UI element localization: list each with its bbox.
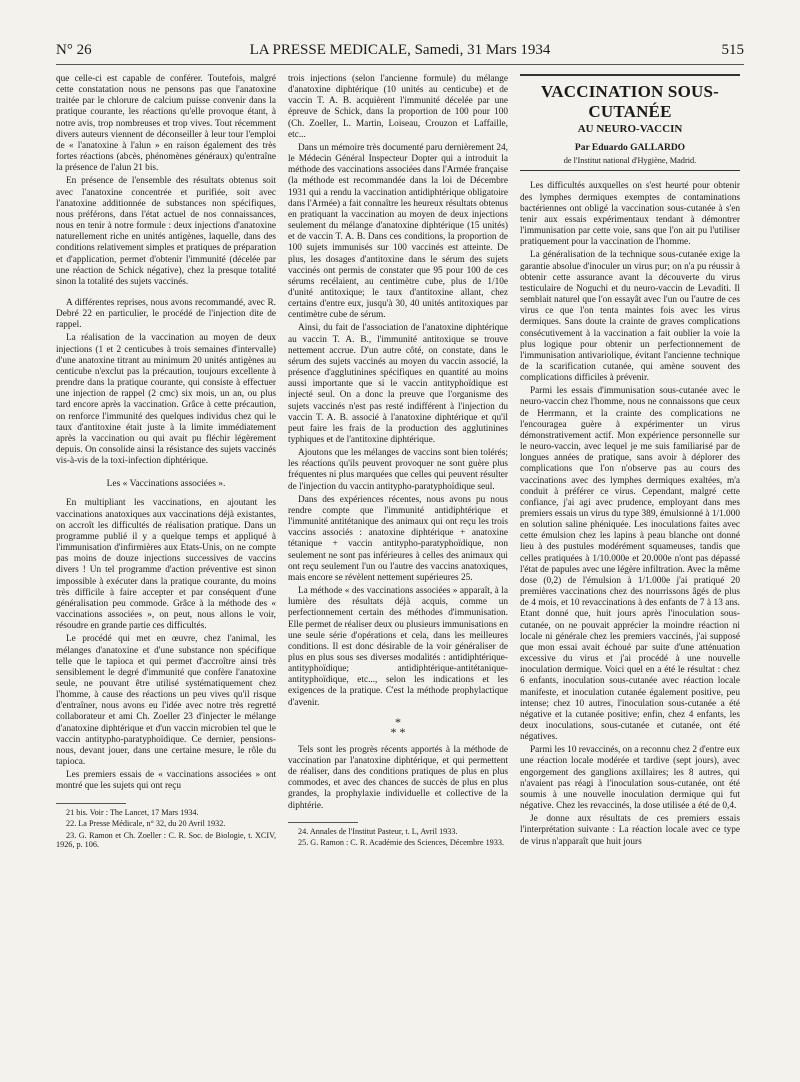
section-separator: * * * xyxy=(390,714,406,739)
paragraph: Dans des expériences récentes, nous avons pu nous rendre compte que l'immunité antidiphtérique et l'immunité antitétanique des animaux qui ont reçu les trois vaccins associés : anatoxine diphtérique + anatoxine tétanique + vaccin antitypho-paratyphoïdique, non seulement ne sont pas inférieures à celles des animaux qui ont reçu seulement l'un ou l'autre des vaccins anatoxiques, mais encore se révèlent nettement supérieures 25. xyxy=(288,494,508,583)
paragraph: La généralisation de la technique sous-cutanée exige la garantie absolue d'inoculer un virus pur; on n'a pu réussir à obtenir cette assurance avant la découverte du virus testiculaire de Noguchi et du neuro-vaccin de Levaditi. Il semblait naturel que l'on essayât avec l'un ou l'autre de ces virus ce que l'on tenta maintes fois avec les virus dermiques. Sans doute la crainte de graves complications consécutivement à la vaccination a fait oublier la voie la plus logique pour obtenir un perfectionnement de l'immunisation antivariolique, évitant l'ancienne technique de la scarification cutanée, qui amène souvent des complications difficiles à prévenir. xyxy=(520,250,740,384)
paragraph: Les premiers essais de « vaccinations associées » ont montré que les sujets qui ont reçu xyxy=(56,770,276,792)
page-header xyxy=(56,42,744,65)
issue-number: N° 26 xyxy=(56,42,92,58)
paragraph: Parmi les essais d'immunisation sous-cutanée avec le neuro-vaccin chez l'homme, nous ne connaissons que ceux de Herrmann, et la crainte des complications ne l'encouragea guère à expérimenter un virus démonstrativement actif. Mon expérience personnelle sur le neuro-vaccin, avec lequel je me suis familiarisé par de longues années de pratique, sans avoir à déplorer des complications que l'on n'observe pas au cours des vaccinations avec des lymphes dermiques exaltées, m'a conduit à préférer ce virus. Cependant, malgré cette confiance, j'ai agi avec prudence, employant dans mes premiers essais un virus du type 389, émulsionné à 1/1.000 en solution saline phéniquée. Les inoculations faites avec cette émulsion chez les lapins à peau blanche ont donné lieu à des pustules modérément squameuses, tandis que celles pratiquées à 1/10.000e et 20.000e n'ont pas dépassé l'état de papules avec une légère infiltration. Avec la même dose (0,2) de l'émulsion à 1/1.000e j'ai pratiqué 20 premières vaccinations chez des nourrissons âgés de plus de 4 mois, et 10 revaccinations à des enfants de 7 à 13 ans. Etant donné que, huit jours après l'inoculation sous-cutanée, on ne pouvait apprécier la moindre réaction ni locale ni générale chez les premiers vaccinés, j'ai supposé que mon essai avait échoué par suite d'une atténuation excessive du virus et j'ai procédé à une nouvelle inoculation dermique. Voici quel en a été le résultat : chez 6 enfants, inoculation sous-cutanée avec réaction locale manifeste, et inoculation cutanée également positive, peu intense; chez 10 autres, l'inoculation sous-cutanée a été négative et la cutanée positive; enfin, chez 4 enfants, les deux inoculations, sous-cutanée et cutanée, ont été négatives. xyxy=(520,386,740,743)
article-author: Par Eduardo GALLARDO xyxy=(574,143,686,154)
article-header xyxy=(520,74,740,171)
paragraph: Le procédé qui met en œuvre, chez l'animal, les mélanges d'anatoxine et d'une substance non spécifique telle que le tapioca et qui permet d'accroître ainsi très sensiblement le degré d'immunité que confère l'anatoxine seule, ne pouvant être utilisé systématiquement chez l'homme, à cause des réactions un peu vives qu'il risque d'entraîner, nous avons eu l'idée avec notre très regretté collaborateur et ami Ch. Zoeller 23 d'injecter le mélange d'anatoxine diphtérique et d'un vaccin microbien tel que le vaccin antitypho-paratyphoïdique. Ce dernier, pensions-nous, devant jouer, dans une certaine mesure, le rôle du tapioca. xyxy=(56,634,276,768)
paragraph: En présence de l'ensemble des résultats obtenus soit avec l'anatoxine concentrée et purifiée, soit avec l'anatoxine additionnée de substances non spécifiques, nous préférons, dans l'état actuel de nos connaissances, nous en tenir à notre formule : deux injections d'anatoxine naturellement riche en unités antigènes, laquelle, dans des conditions relativement simples et pratiques de préparation et d'application, permet d'obtenir l'immunité (décelée par une réaction de Schick négative), chez la presque totalité sinon la totalité des sujets vaccinés. xyxy=(56,176,276,287)
footnote: 24. Annales de l'Institut Pasteur, t. L, Avril 1933. xyxy=(298,826,458,836)
paragraph: Les difficultés auxquelles on s'est heurté pour obtenir des lymphes dermiques exemptes de contaminations bactériennes ont obligé la vaccination sous-cutanée à s'en tenir aux essais expérimentaux tendant à démontrer l'immunisation par cette voie, sans que l'on ait pu l'utiliser pratiquement pour la vaccination de l'homme. xyxy=(520,181,740,248)
footnote: 21 bis. Voir : The Lancet, 17 Mars 1934. xyxy=(66,807,199,817)
journal-title: LA PRESSE MEDICALE, Samedi, 31 Mars 1934 xyxy=(249,42,551,58)
page-number: 515 xyxy=(721,42,744,58)
column-left xyxy=(56,74,276,852)
footnote: 25. G. Ramon : C. R. Académie des Sciences, Décembre 1933. xyxy=(298,838,505,848)
footnote-divider xyxy=(288,822,358,823)
paragraph: Ainsi, du fait de l'association de l'anatoxine diphtérique au vaccin T. A. B., l'immunité antitoxique se trouve nettement accrue. D'un autre côté, on constate, dans le sérum des sujets vaccinés au moyen du vaccin associé, la présence d'agglutinines spécifiques en quantité au moins aussi importante que si le vaccin antityphoïdique est injecté seul. On a donc la preuve que l'organisme des sujets vaccinés n'est pas resté indifférent à l'injection du vaccin T. A. B. associé à l'anatoxine diphtérique et qu'il peut faire les frais de la production des agglutinines typhiques et de l'antitoxine diphtérique. xyxy=(288,323,508,445)
column-middle xyxy=(288,74,508,850)
paragraph: trois injections (selon l'ancienne formule) du mélange d'anatoxine diphtérique (10 unités au centicube) et de vaccin T. A. B. acquièrent l'immunité décelée par une épreuve de Schick, dans la proportion de 100 pour 100 (Ch. Zoeller, L. Martin, Loiseau, Crouzon et Laffaille, etc... xyxy=(288,74,508,140)
footnote: 22. La Presse Médicale, n° 32, du 20 Avril 1932. xyxy=(66,819,226,829)
paragraph: Je donne aux résultats de ces premiers essais l'interprétation suivante : La réaction locale avec ce type de virus n'apparaît que huit jours xyxy=(520,814,740,847)
footnote: 23. G. Ramon et Ch. Zoeller : C. R. Soc. de Biologie, t. XCIV, 1926, p. 106. xyxy=(56,830,276,850)
author-institution: de l'Institut national d'Hygiène, Madrid. xyxy=(563,156,697,166)
paragraph: Ajoutons que les mélanges de vaccins sont bien tolérés; les réactions qu'ils peuvent provoquer ne sont guère plus fréquentes ni plus marquées que celles qui peuvent résulter de l'injection du vaccin antitypho-paratyphoïdique seul. xyxy=(288,448,508,492)
paragraph: Dans un mémoire très documenté paru dernièrement 24, le Médecin Général Inspecteur Dopter qui a introduit la méthode des vaccinations associées dans l'Armée française (la méthode est recommandée dans la loi de Décembre 1931 qui a rendu la vaccination antidiphtérique obligatoire dans l'Armée) a fait connaître les heureux résultats obtenus en pratiquant la vaccination au moyen de deux injections seulement du mélange d'anatoxine diphtérique (15 unités) et de vaccin T. A. B. Dans ces conditions, la proportion de 100 sujets immunisés sur 100 vaccinés est atteinte. De plus, les dosages d'antitoxine dans le sérum des sujets vaccinés ont permis de constater que 95 pour 100 de ces sérums recélaient, au centimètre cube, plus de 1/10e d'unité antitoxique; le taux d'antitoxine allant, chez certains d'entre eux, jusqu'à 30, 40 unités antitoxiques par centimètre cube de sérum. xyxy=(288,142,508,321)
paragraph: Parmi les 10 revaccinés, on a reconnu chez 2 d'entre eux une réaction locale modérée et tardive (sept jours), avec engorgement des ganglions axillaires; les 8 autres, qui n'avaient pas réagi à l'inoculation sous-cutanée, ont été soumis à une nouvelle inoculation dermique qui fut négative. Chez les revaccinés, la dose utilisée a été de 0,4. xyxy=(520,745,740,812)
paragraph: La réalisation de la vaccination au moyen de deux injections (1 et 2 centicubes à trois semaines d'intervalle) d'une anatoxine titrant au minimum 20 unités antigènes au centicube n'exclut pas la précaution, toujours excellente à prendre dans la pratique courante, qui consiste à effectuer une injection de rappel (2 cmc) six mois, un an, ou plus tard encore après la vaccination. Grâce à cette précaution, on renforce l'immunité des quelques individus chez qui le taux d'antitoxine était juste à la limite immédiatement après la vaccination ou qui avait pu fléchir légèrement depuis. On consolide ainsi la résistance des sujets vaccinés vis-à-vis de la toxi-infection diphtérique. xyxy=(56,333,276,467)
column-right xyxy=(520,74,740,850)
article-title: VACCINATION SOUS-CUTANÉE xyxy=(541,82,719,121)
paragraph: que celle-ci est capable de conférer. Toutefois, malgré cette constatation nous ne pensons pas que l'anatoxine traitée par le chlorure de calcium puisse convenir dans la pratique courante, les réactions qu'elle provoque étant, à notre avis, trop nombreuses et trop vives. Tout récemment divers auteurs viennent de déconseiller à leur tour l'emploi de « l'anatoxine à l'alun » en raison également des très fortes réactions (abcès, phénomènes généraux) qu'entraîne la présence de l'alun 21 bis. xyxy=(56,74,276,174)
paragraph: A différentes reprises, nous avons recommandé, avec R. Debré 22 en particulier, le procédé de l'injection dite de rappel. xyxy=(56,297,276,331)
footnote-divider xyxy=(56,803,126,804)
article-subtitle: AU NEURO-VACCIN xyxy=(577,123,683,135)
paragraph: Tels sont les progrès récents apportés à la méthode de vaccination par l'anatoxine diphtérique, et qui permettent de réaliser, dans des conditions pratiques de plus en plus commodes, et avec des chances de succès de plus en plus grandes, la prophylaxie individuelle et collective de la diphtérie. xyxy=(288,744,508,811)
paragraph: La méthode « des vaccinations associées » apparaît, à la lumière des résultats déjà acquis, comme un perfectionnement certain des méthodes d'immunisation. Elle permet de réaliser deux ou plusieurs immunisations en une seule série d'opérations et cela, dans les meilleures conditions. Il est donc désirable de la voir généraliser de plus en plus sous ses diverses modalités : antidiphtérique-antityphoïdique; antidiphtérique-antitétanique-antityphoïdique, etc..., selon les indications et les exigences de la pratique. C'est la méthode prophylactique d'avenir. xyxy=(288,586,508,708)
paragraph: En multipliant les vaccinations, en ajoutant les vaccinations anatoxiques aux vaccinations déjà existantes, on accroît les difficultés de réalisation pratique. Dans un programme publié il y a quelque temps et appliqué à l'immunisation d'infirmières aux Etats-Unis, on ne compte pas moins de douze injections successives de vaccins divers ! Un tel programme d'action préventive est sinon impossible à exécuter dans la pratique courante, du moins très difficile à faire accepter et par conséquent d'une généralisation peu commode. Grâce à la méthode des « vaccinations associées », on peut, nous allons le voir, résoudre en grande partie ces difficultés. xyxy=(56,498,276,632)
section-heading: Les « Vaccinations associées ». xyxy=(106,479,226,490)
